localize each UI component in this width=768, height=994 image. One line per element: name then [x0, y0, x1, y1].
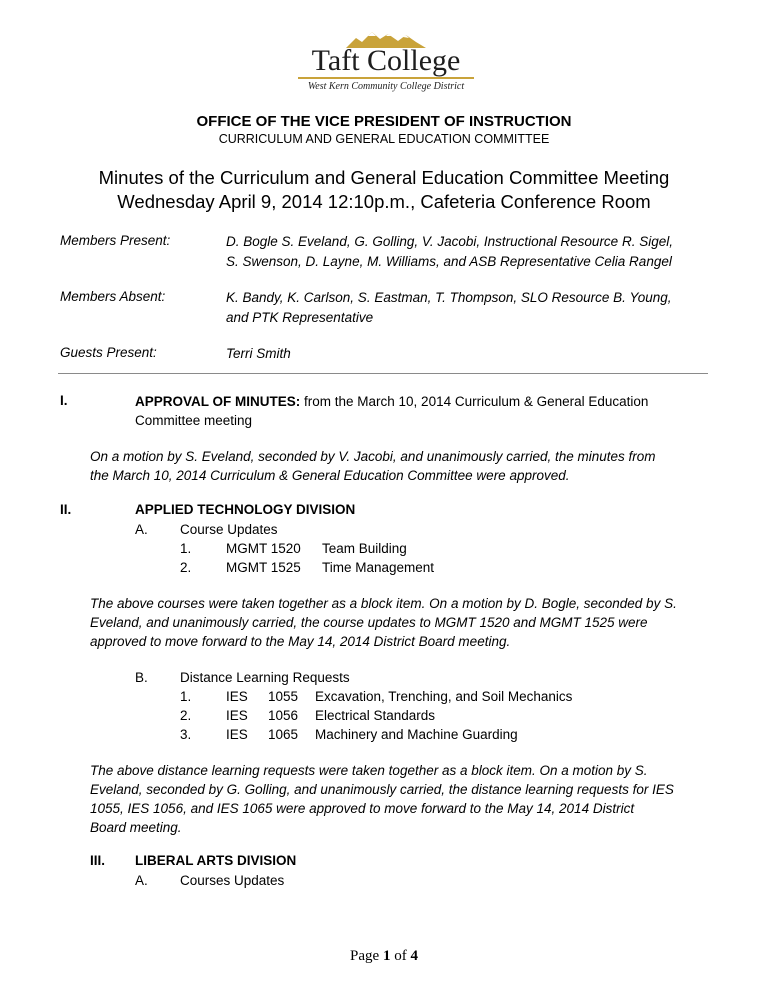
request-1-number: 1.	[180, 689, 192, 704]
section-2a-letter: A.	[135, 522, 148, 537]
section-3-title: LIBERAL ARTS DIVISION	[135, 853, 297, 868]
request-3-number: 3.	[180, 727, 192, 742]
guests-present-value: Terri Smith	[226, 346, 291, 361]
section-2b-motion-line4: Board meeting.	[90, 820, 182, 835]
logo-rule	[298, 77, 474, 79]
section-2b-title: Distance Learning Requests	[180, 670, 350, 685]
committee-heading: CURRICULUM AND GENERAL EDUCATION COMMITTEE	[218, 132, 550, 146]
section-2-number: II.	[60, 502, 72, 517]
members-absent-label: Members Absent:	[60, 289, 166, 304]
members-absent-line1: K. Bandy, K. Carlson, S. Eastman, T. Thompson, SLO Resource B. Young,	[226, 290, 672, 305]
section-3-number: III.	[90, 853, 106, 868]
request-3-num: 1065	[268, 727, 299, 742]
request-1-dept: IES	[226, 689, 248, 704]
section-1-heading	[135, 392, 695, 411]
minutes-title: Minutes of the Curriculum and General Education Committee Meeting	[98, 167, 670, 188]
course-2-number: 2.	[180, 560, 192, 575]
page-total: 4	[410, 948, 418, 964]
section-2a-motion-line3: approved to move forward to the May 14, 2014 District Board meeting.	[90, 634, 511, 649]
section-2a-title: Course Updates	[180, 522, 278, 537]
meeting-date: Wednesday April 9, 2014 12:10p.m., Cafeteria Conference Room	[117, 191, 651, 212]
guests-present-label: Guests Present:	[60, 345, 157, 360]
section-1-motion-line2: the March 10, 2014 Curriculum & General Education Committee were approved.	[90, 468, 570, 483]
members-absent-line2: and PTK Representative	[226, 310, 374, 325]
course-2-name: Time Management	[322, 560, 435, 575]
section-2-title: APPLIED TECHNOLOGY DIVISION	[135, 502, 356, 517]
divider	[58, 373, 708, 374]
page-prefix: Page	[350, 948, 383, 964]
course-1-name: Team Building	[322, 541, 407, 556]
college-logo	[290, 30, 480, 98]
members-present-line2: S. Swenson, D. Layne, M. Williams, and ASB Representative Celia Rangel	[226, 254, 672, 269]
section-1-motion-line1: On a motion by S. Eveland, seconded by V. Jacobi, and unanimously carried, the minutes from	[90, 449, 656, 464]
section-2a-motion-line1: The above courses were taken together as a block item. On a motion by D. Bogle, seconded by S.	[90, 596, 677, 611]
office-heading: OFFICE OF THE VICE PRESIDENT OF INSTRUCTION	[196, 113, 572, 130]
request-2-name: Electrical Standards	[315, 708, 436, 723]
request-1-num: 1055	[268, 689, 299, 704]
page-number	[0, 948, 768, 965]
section-2a-motion-line2: Eveland, and unanimously carried, the course updates to MGMT 1520 and MGMT 1525 were	[90, 615, 648, 630]
members-present-line1: D. Bogle S. Eveland, G. Golling, V. Jacobi, Instructional Resource R. Sigel,	[226, 234, 673, 249]
section-1-text-line2: Committee meeting	[135, 413, 253, 428]
request-3-name: Machinery and Machine Guarding	[315, 727, 518, 742]
section-2b-motion-line2: Eveland, seconded by G. Golling, and unanimously carried, the distance learning requests for IES	[90, 782, 674, 797]
section-2b-letter: B.	[135, 670, 148, 685]
section-1-title: APPROVAL OF MINUTES:	[135, 394, 301, 409]
request-1-name: Excavation, Trenching, and Soil Mechanics	[315, 689, 573, 704]
section-3a-letter: A.	[135, 873, 148, 888]
page-current: 1	[382, 948, 391, 964]
request-3-dept: IES	[226, 727, 248, 742]
request-2-number: 2.	[180, 708, 192, 723]
course-1-number: 1.	[180, 541, 192, 556]
section-3a-title: Courses Updates	[180, 873, 285, 888]
section-2b-motion-line3: 1055, IES 1056, and IES 1065 were approved to move forward to the May 14, 2014 District	[90, 801, 635, 816]
page-of: of	[390, 948, 411, 964]
course-1-code: MGMT 1520	[226, 541, 301, 556]
logo-wordmark: Taft College	[311, 44, 461, 77]
section-2b-motion-line1: The above distance learning requests were taken together as a block item. On a motion by S.	[90, 763, 648, 778]
course-2-code: MGMT 1525	[226, 560, 301, 575]
request-2-dept: IES	[226, 708, 248, 723]
section-1-number: I.	[60, 393, 68, 408]
request-2-num: 1056	[268, 708, 299, 723]
members-present-label: Members Present:	[60, 233, 171, 248]
section-1-text: from the March 10, 2014 Curriculum & General Education	[300, 394, 649, 409]
logo-subtitle: West Kern Community College District	[307, 81, 465, 92]
